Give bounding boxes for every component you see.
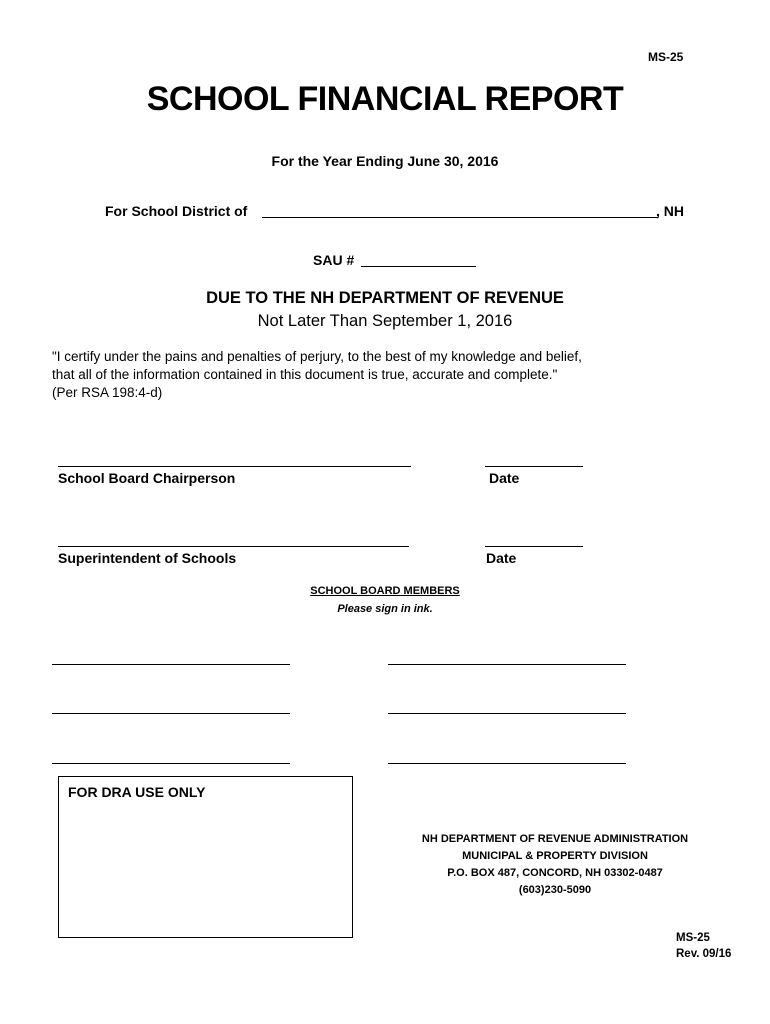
address-line-2: MUNICIPAL & PROPERTY DIVISION: [462, 850, 648, 862]
superintendent-date-label: Date: [486, 550, 517, 566]
sau-blank[interactable]: [361, 266, 476, 267]
certification-line-2: that all of the information contained in this document is true, accurate and complete.": [52, 367, 558, 382]
superintendent-signature-line[interactable]: [58, 546, 409, 547]
district-label: For School District of: [105, 203, 248, 219]
board-members-instruction: Please sign in ink.: [337, 603, 433, 615]
board-member-signature-line[interactable]: [388, 713, 626, 714]
chairperson-signature-line[interactable]: [58, 466, 411, 467]
certification-line-3: (Per RSA 198:4-d): [52, 385, 163, 400]
board-member-signature-line[interactable]: [388, 763, 626, 764]
address-line-1: NH DEPARTMENT OF REVENUE ADMINISTRATION: [421, 833, 689, 845]
footer-revision: Rev. 09/16: [676, 948, 732, 960]
form-code-top: MS-25: [648, 50, 684, 64]
address-line-4: (603)230-5090: [518, 884, 592, 896]
board-member-signature-line[interactable]: [388, 664, 626, 665]
board-member-signature-line[interactable]: [52, 763, 290, 764]
superintendent-date-line[interactable]: [485, 546, 583, 547]
board-member-signature-line[interactable]: [52, 664, 290, 665]
page-title: SCHOOL FINANCIAL REPORT: [146, 80, 624, 118]
sau-label: SAU #: [313, 252, 355, 268]
dra-use-only-box: [58, 776, 353, 938]
footer-form-code: MS-25: [676, 932, 710, 944]
chairperson-date-line[interactable]: [485, 466, 583, 467]
board-member-signature-line[interactable]: [52, 713, 290, 714]
chairperson-label: School Board Chairperson: [58, 470, 236, 486]
dra-use-only-label: FOR DRA USE ONLY: [68, 784, 206, 800]
chairperson-date-label: Date: [489, 470, 520, 486]
due-date: Not Later Than September 1, 2016: [257, 312, 513, 330]
district-suffix: , NH: [656, 203, 684, 219]
address-line-3: P.O. BOX 487, CONCORD, NH 03302-0487: [447, 867, 663, 879]
district-blank[interactable]: [262, 217, 658, 218]
certification-line-1: "I certify under the pains and penalties of perjury, to the best of my knowledge and belief,: [52, 349, 582, 364]
board-members-heading: SCHOOL BOARD MEMBERS: [310, 585, 460, 597]
year-line: For the Year Ending June 30, 2016: [271, 153, 499, 169]
due-heading: DUE TO THE NH DEPARTMENT OF REVENUE: [206, 289, 564, 307]
superintendent-label: Superintendent of Schools: [58, 550, 237, 566]
